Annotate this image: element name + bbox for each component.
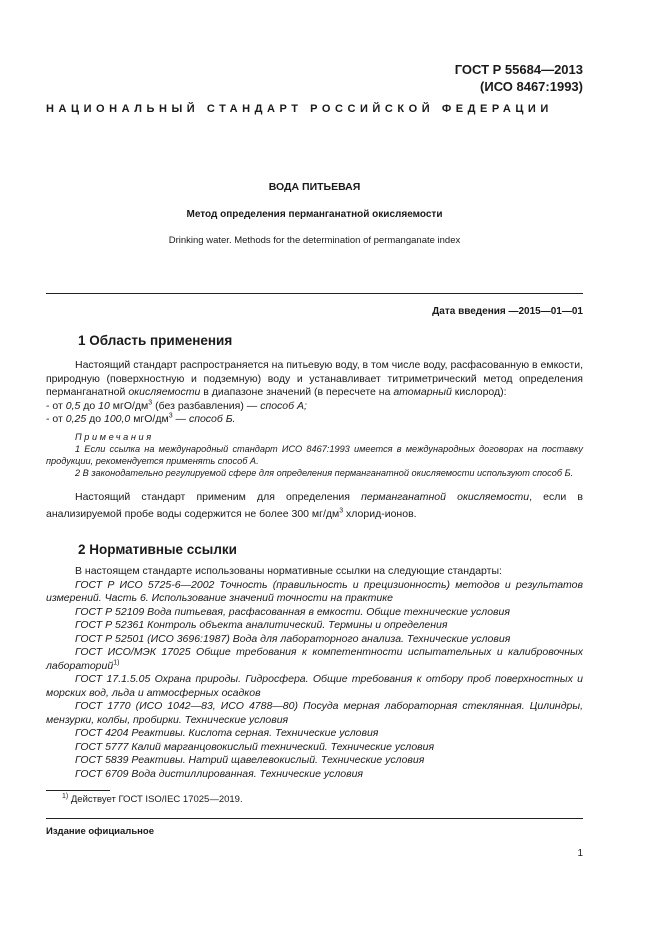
scope-paragraph: Настоящий стандарт распространяется на питьевую воду, в том числе воду, расфасованную в емкости, природную (поверхностную и подземную) воду и устанавливает титриметрический метод определения перманганатной окисляемости в диапазоне значений (в пересчете на атомарный кислород): [46,359,583,398]
reference-item: ГОСТ ИСО/МЭК 17025 Общие требования к компетентности испытательных и калибровочных лабораторий$^{1)}$ [46,646,584,672]
reference-item: ГОСТ Р ИСО 5725-6—2002 Точность (правильность и прецизионность) методов и результатов измерений. Часть 6. Использование значений точности на практике [46,578,583,604]
reference-item: ГОСТ Р 52361 Контроль объекта аналитический. Термины и определения [75,619,448,631]
note-1: 1 Если ссылка на международный стандарт ИСО 8467:1993 имеется в международных договорах на поставку продукции, рекомендуется применять способ А. [46,443,583,466]
footnote: $^{1)}$ Действует ГОСТ ISO/IEC 17025—2019. [62,792,243,805]
applicability-paragraph: Настоящий стандарт применим для определения перманганатной окисляемости, если в анализируемой пробе воды содержится не более 300 $мг/дм^3$ хлорид-ионов. [46,490,583,520]
footnote-divider [46,790,110,791]
section-1-heading: 1 Область применения [78,333,233,348]
note-2: 2 В законодательно регулируемой сфере для определения перманганатной окисляемости используют способ Б. [75,467,574,478]
national-standard-heading: НАЦИОНАЛЬНЫЙ СТАНДАРТ РОССИЙСКОЙ ФЕДЕРАЦИИ [46,103,553,115]
document-title: ВОДА ПИТЬЕВАЯ [268,181,361,193]
reference-item: ГОСТ 17.1.5.05 Охрана природы. Гидросфера. Общие требования к отбору проб поверхностных и морских вод, льда и атмосферных осадков [46,673,584,699]
reference-item: ГОСТ Р 52501 (ИСО 3696:1987) Вода для лабораторного анализа. Технические условия [75,632,511,645]
doc-number-gost: ГОСТ Р 55684—2013 [454,62,583,77]
english-title: Drinking water. Methods for the determination of permanganate index [168,235,461,246]
page-number: 1 [577,848,583,859]
reference-item: ГОСТ 4204 Реактивы. Кислота серная. Технические условия [75,727,379,739]
edition-label: Издание официальное [46,826,154,837]
document-subtitle: Метод определения перманганатной окисляемости [186,209,443,220]
range-method-a: - от 0,5 до 10 мгО/$дм^3$ (без разбавления) — способ А; [46,399,307,412]
notes-title: Примечания [75,431,154,442]
normative-references [46,565,583,781]
introduction-date: Дата введения —2015—01—01 [432,306,583,317]
divider-top [46,293,583,294]
range-method-b: - от 0,25 до 100,0 мгО/$дм^3$ — способ Б. [46,412,236,425]
reference-item: ГОСТ Р 52109 Вода питьевая, расфасованная в емкости. Общие технические условия [75,605,510,618]
section-1-body [46,359,583,523]
reference-item: ГОСТ 5839 Реактивы. Натрий щавелевокислый. Технические условия [75,754,425,766]
doc-number-iso: (ИСО 8467:1993) [480,79,583,94]
reference-item: ГОСТ 6709 Вода дистиллированная. Технические условия [75,767,364,780]
reference-item: ГОСТ 1770 (ИСО 1042—83, ИСО 4788—80) Посуда мерная лабораторная стеклянная. Цилиндры, мензурки, колбы, пробирки. Технические условия [46,700,583,726]
section-2-heading: 2 Нормативные ссылки [78,542,237,557]
reference-item: ГОСТ 5777 Калий марганцовокислый технический. Технические условия [75,740,435,753]
notes-block [46,431,583,479]
divider-bottom [46,818,583,819]
references-intro: В настоящем стандарте использованы нормативные ссылки на следующие стандарты: [75,565,502,577]
footnote-ref: 1) [113,659,120,666]
document-number [455,61,583,95]
